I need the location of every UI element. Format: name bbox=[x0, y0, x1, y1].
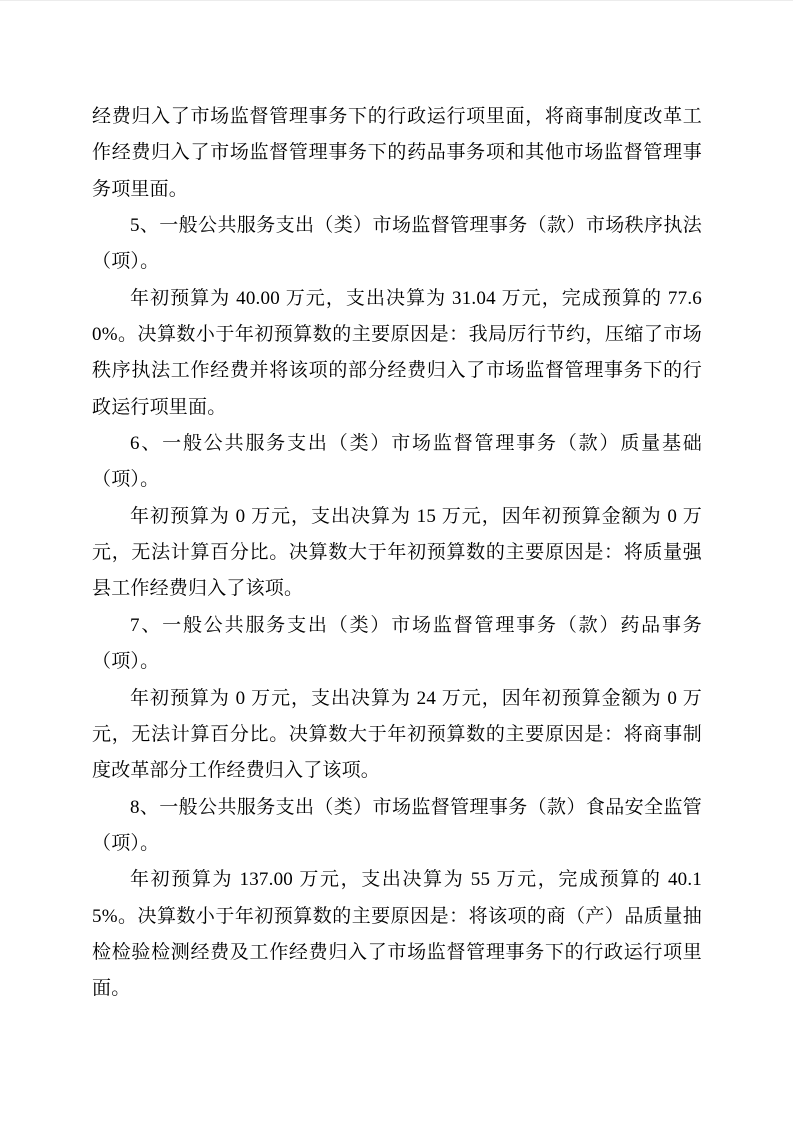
paragraph: 年初预算为 0 万元，支出决算为 24 万元，因年初预算金额为 0 万元，无法计算百分比。决算数大于年初预算数的主要原因是：将商事制度改革部分工作经费归入了该项。 bbox=[92, 687, 702, 782]
paragraph: 年初预算为 40.00 万元，支出决算为 31.04 万元，完成预算的 77.60%。决算数小于年初预算数的主要原因是：我局厉行节约，压缩了市场秩序执法工作经费并将该项的部分经费归入了市场监督管理事务下的行政运行项里面。 bbox=[92, 287, 702, 418]
paragraph: 5、一般公共服务支出（类）市场监督管理事务（款）市场秩序执法（项）。 bbox=[92, 215, 702, 273]
paragraph: 7、一般公共服务支出（类）市场监督管理事务（款）药品事务（项）。 bbox=[92, 614, 702, 673]
paragraph: 6、一般公共服务支出（类）市场监督管理事务（款）质量基础（项）。 bbox=[92, 433, 702, 491]
paragraph: 8、一般公共服务支出（类）市场监督管理事务（款）食品安全监管（项）。 bbox=[92, 796, 702, 854]
paragraph: 经费归入了市场监督管理事务下的行政运行项里面，将商事制度改革工作经费归入了市场监督管理事务下的药品事务项和其他市场监督管理事务项里面。 bbox=[92, 106, 702, 200]
document-body bbox=[92, 99, 702, 1008]
document-page bbox=[0, 1, 793, 1123]
paragraph: 年初预算为 137.00 万元，支出决算为 55 万元，完成预算的 40.15%。决算数小于年初预算数的主要原因是：将该项的商（产）品质量抽检检验检测经费及工作经费归入了市场监督管理事务下的行政运行项里面。 bbox=[92, 869, 702, 1000]
paragraph: 年初预算为 0 万元，支出决算为 15 万元，因年初预算金额为 0 万元，无法计算百分比。决算数大于年初预算数的主要原因是：将质量强县工作经费归入了该项。 bbox=[92, 505, 702, 600]
